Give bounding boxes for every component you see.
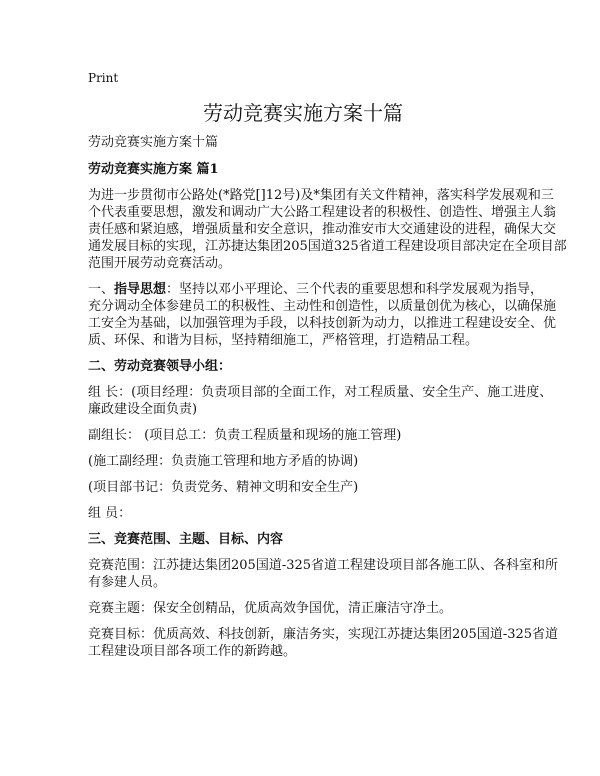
section-2-heading: 二、劳动竞赛领导小组：	[88, 359, 232, 374]
text-line: 工安全为基础，以加强管理为手段，以科技创新为动力，以推进工程建设安全、优	[88, 316, 557, 331]
text-line	[88, 281, 544, 298]
theme-paragraph: 竞赛主题：保安全创精品，优质高效争国优，清正廉洁守净土。	[88, 601, 453, 616]
text-line: 有参建人员。	[88, 575, 167, 590]
text-line: 工程建设项目部各项工作的新跨越。	[88, 644, 297, 659]
document-title: 劳动竞赛实施方案十篇	[203, 101, 403, 125]
intro-paragraph	[88, 187, 567, 272]
text-line: 范围开展劳动竞赛活动。	[88, 256, 232, 271]
text-line: 质、环保、和谐为目标，坚持精细施工，严格管理，打造精品工程。	[88, 333, 479, 348]
section-3-heading: 三、竞赛范围、主题、目标、内容	[88, 532, 284, 547]
section-prefix: 一、	[88, 282, 115, 297]
text-line: 竞赛目标：优质高效、科技创新，廉洁务实，实现江苏捷达集团205国道-325省道	[88, 627, 559, 642]
scope-paragraph	[88, 557, 559, 591]
text-line: 竞赛范围：江苏捷达集团205国道-325省道工程建设项目部各施工队、各科室和所	[88, 558, 559, 573]
text-line: 廉政建设全面负责)	[88, 402, 198, 417]
goal-paragraph	[88, 626, 559, 660]
text-line: 组 长：(项目经理：负责项目部的全面工作，对工程质量、安全生产、施工进度、	[88, 385, 553, 400]
text-line: 为进一步贯彻市公路处(*路党[]12号)及*集团有关文件精神，落实科学发展观和三	[88, 188, 554, 203]
text-line: 充分调动全体参建员工的积极性、主动性和创造性，以质量创优为核心，以确保施	[88, 299, 557, 314]
secretary-paragraph: (项目部书记：负责党务、精神文明和安全生产)	[88, 480, 359, 495]
text-line: 责任感和紧迫感，增强质量和安全意识，推动淮安市大交通建设的进程，确保大交	[88, 222, 557, 237]
section-1-paragraph	[88, 281, 557, 349]
deputy-leader-paragraph: 副组长： (项目总工：负责工程质量和现场的施工管理)	[88, 428, 402, 443]
text-line: 通发展目标的实现，江苏捷达集团205国道325省道工程建设项目部决定在全项目部	[88, 239, 567, 254]
document-page	[88, 70, 567, 669]
leader-paragraph	[88, 384, 553, 418]
section-text: ：坚持以邓小平理论、三个代表的重要思想和科学发展观为指导，	[166, 282, 544, 297]
members-paragraph: 组 员：	[88, 506, 132, 521]
section-label: 指导思想	[114, 282, 167, 297]
subtitle: 劳动竞赛实施方案十篇	[88, 135, 219, 150]
text-line: 个代表重要思想，激发和调动广大公路工程建设者的积极性、创造性、增强主人翁	[88, 205, 557, 220]
deputy-manager-paragraph: (施工副经理：负责施工管理和地方矛盾的协调)	[88, 454, 359, 469]
article-heading: 劳动竞赛实施方案 篇1	[88, 162, 219, 177]
print-link[interactable]: Print	[88, 71, 119, 85]
